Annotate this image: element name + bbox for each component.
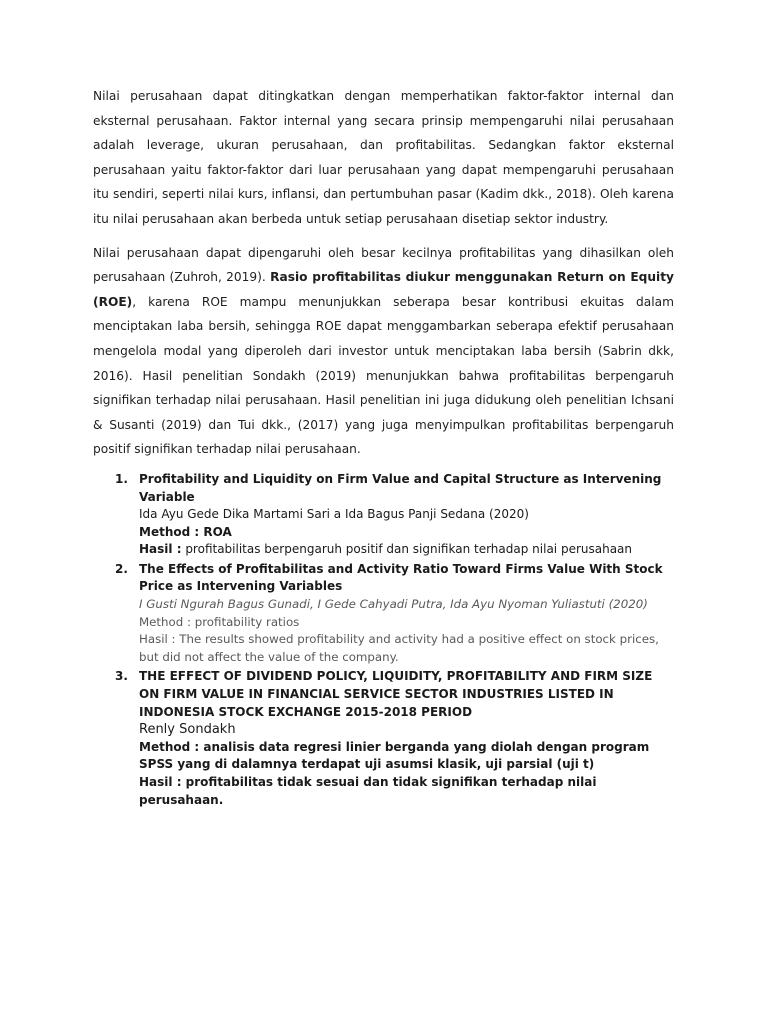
method-label: Method : bbox=[139, 614, 191, 629]
reference-title: The Effects of Profitabilitas and Activity Ratio Toward Firms Value With Stock Price as Intervening Variables bbox=[139, 561, 663, 594]
reference-item-3 bbox=[93, 668, 674, 809]
reference-result bbox=[139, 631, 674, 666]
reference-method bbox=[139, 739, 674, 774]
reference-item-2 bbox=[93, 561, 674, 667]
reference-list bbox=[93, 471, 674, 809]
method-label: Method : bbox=[139, 739, 200, 754]
result-label: Hasil : bbox=[139, 775, 182, 789]
result-label: Hasil : bbox=[139, 632, 176, 647]
result-value: profitabilitas berpengaruh positif dan signifikan terhadap nilai perusahaan bbox=[181, 542, 633, 557]
result-value: The results showed profitability and activity had a positive effect on stock prices, but did not affect the value of the company. bbox=[139, 632, 659, 664]
paragraph-2 bbox=[93, 241, 674, 462]
paragraph-2-text-after: , karena ROE mampu menunjukkan seberapa besar kontribusi ekuitas dalam menciptakan laba bersih, sehingga ROE dapat menggambarkan seberapa efektif perusahaan mengelola modal yang diperoleh dari investor untuk menciptakan laba bersih (Sabrin dkk, 2016). Hasil penelitian Sondakh (2019) menunjukkan bahwa profitabilitas berpengaruh signifikan terhadap nilai perusahaan. Hasil penelitian ini juga didukung oleh penelitian Ichsani & Susanti (2019) dan Tui dkk., (2017) yang juga menyimpulkan profitabilitas berpengaruh positif signifikan terhadap nilai perusahaan. bbox=[93, 294, 674, 457]
reference-result bbox=[139, 774, 674, 809]
result-label: Hasil : bbox=[139, 542, 182, 557]
reference-number: 2. bbox=[115, 561, 128, 576]
reference-item-1 bbox=[93, 471, 674, 559]
method-value: analisis data regresi linier berganda yang diolah dengan program SPSS yang di dalamnya terdapat uji asumsi klasik, uji parsial (uji t) bbox=[139, 739, 650, 772]
reference-number: 3. bbox=[115, 669, 128, 684]
paragraph-2-text-before: Nilai perusahaan dapat dipengaruhi oleh besar kecilnya profitabilitas yang dihasilkan oleh perusahaan (Zuhroh, 2019). bbox=[93, 245, 674, 285]
reference-method bbox=[139, 614, 674, 632]
result-value: profitabilitas tidak sesuai dan tidak signifikan terhadap nilai perusahaan. bbox=[139, 775, 597, 807]
method-value: profitability ratios bbox=[190, 614, 300, 629]
reference-title: THE EFFECT OF DIVIDEND POLICY, LIQUIDITY, PROFITABILITY AND FIRM SIZE ON FIRM VALUE IN FINANCIAL SERVICE SECTOR INDUSTRIES LISTED IN INDONESIA STOCK EXCHANGE 2015-2018 PERIOD bbox=[139, 669, 653, 719]
reference-authors: Ida Ayu Gede Dika Martami Sari a Ida Bagus Panji Sedana (2020) bbox=[139, 507, 529, 522]
reference-authors: I Gusti Ngurah Bagus Gunadi, I Gede Cahyadi Putra, Ida Ayu Nyoman Yuliastuti (2020) bbox=[139, 597, 648, 612]
reference-result bbox=[139, 541, 674, 559]
paragraph-2-bold-text: Rasio profitabilitas diukur menggunakan Return on Equity (ROE) bbox=[93, 270, 675, 309]
paragraph-1: Nilai perusahaan dapat ditingkatkan dengan memperhatikan faktor-faktor internal dan eksternal perusahaan. Faktor internal yang secara prinsip mempengaruhi nilai perusahaan adalah leverage, ukuran perusahaan, dan profitabilitas. Sedangkan faktor eksternal perusahaan yaitu faktor-faktor dari luar perusahaan yang dapat mempengaruhi perusahaan itu sendiri, seperti nilai kurs, inflansi, dan pertumbuhan pasar (Kadim dkk., 2018). Oleh karena itu nilai perusahaan akan berbeda untuk setiap perusahaan disetiap sektor industry. bbox=[93, 89, 674, 226]
method-label: Method : bbox=[139, 524, 200, 539]
reference-title: Profitability and Liquidity on Firm Value and Capital Structure as Intervening Variable bbox=[139, 471, 662, 504]
method-value: ROA bbox=[199, 524, 232, 539]
reference-number: 1. bbox=[115, 471, 128, 486]
reference-method bbox=[139, 524, 674, 542]
reference-authors: Renly Sondakh bbox=[139, 722, 236, 738]
document-body bbox=[93, 84, 674, 811]
